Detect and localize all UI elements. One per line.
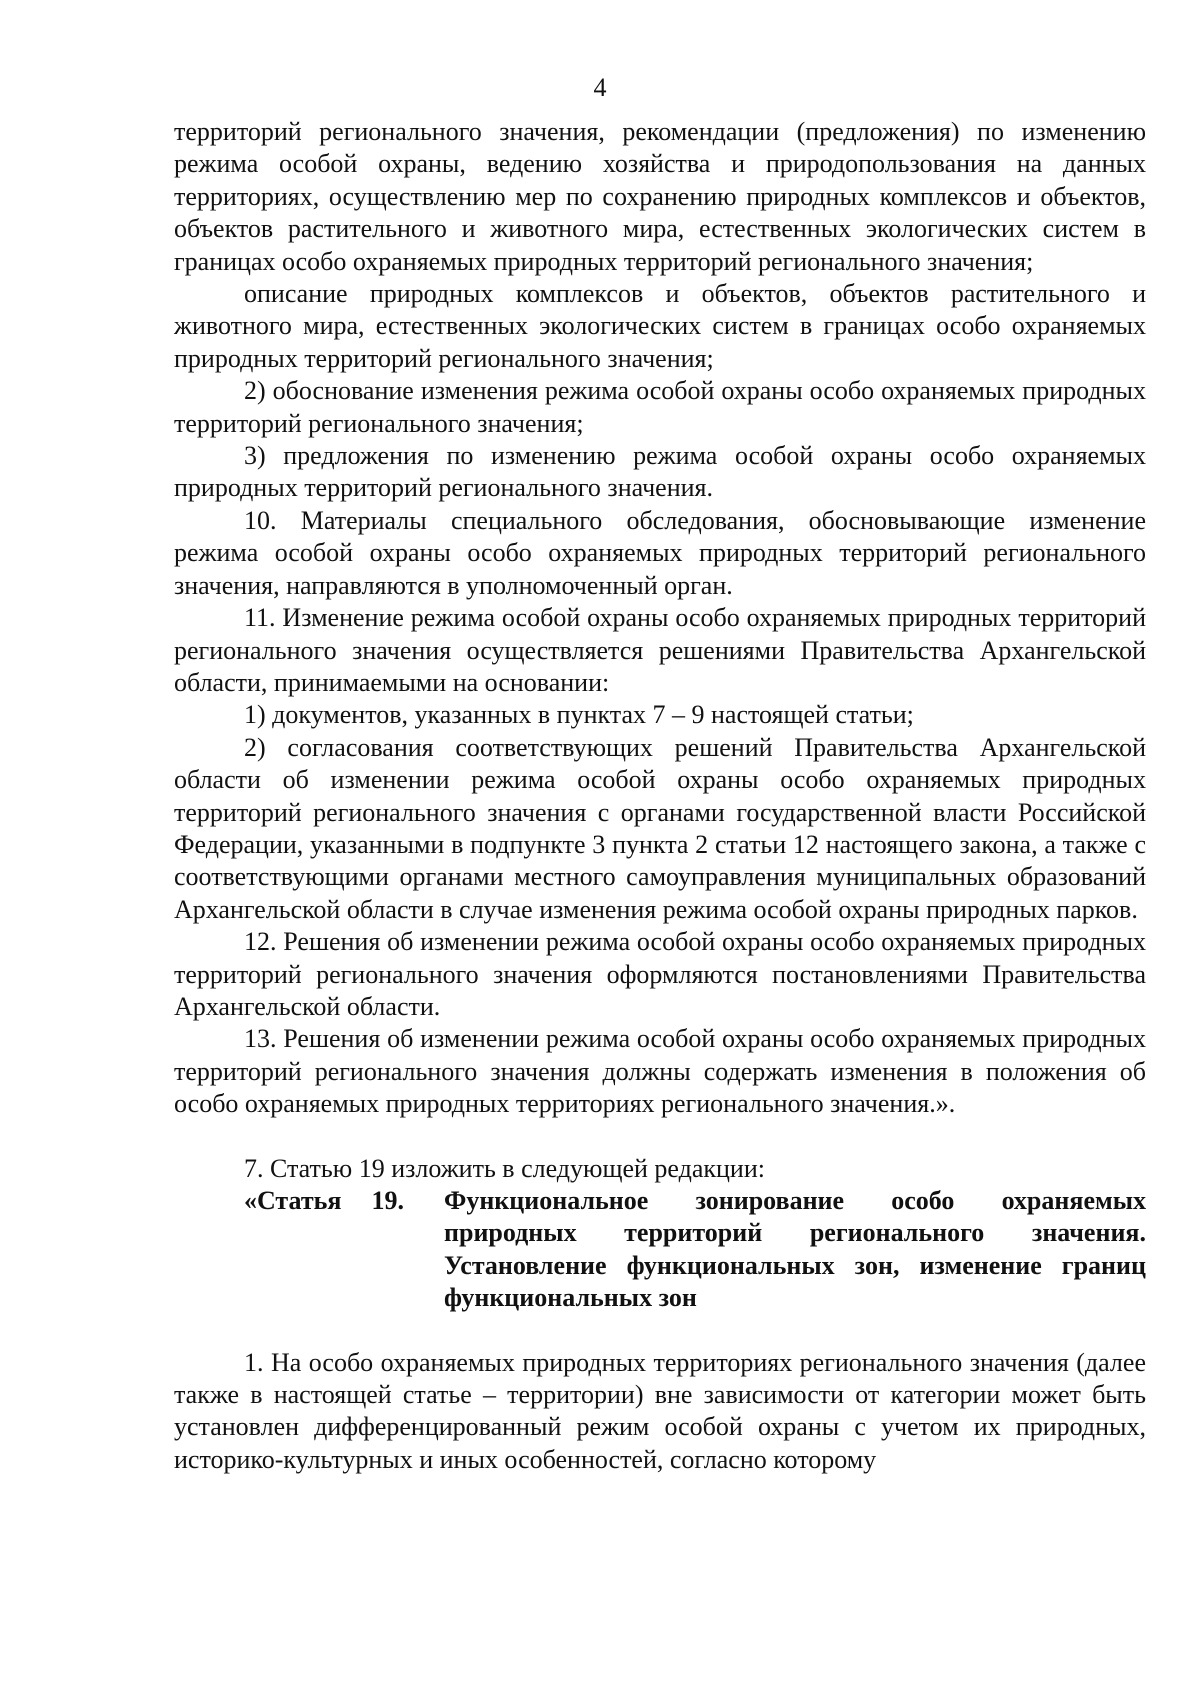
paragraph: 2) обоснование изменения режима особой охраны особо охраняемых природных территорий регионального значения; [174,376,1146,438]
paragraph: описание природных комплексов и объектов, объектов растительного и животного мира, естественных экологических систем в границах особо охраняемых природных территорий регионального значения; [174,279,1146,373]
article-label [244,1185,444,1315]
paragraph: 12. Решения об изменении режима особой охраны особо охраняемых природных территорий регионального значения оформляются постановлениями Правительства Архангельской области. [174,927,1146,1021]
paragraph: 3) предложения по изменению режима особой охраны особо охраняемых природных территорий регионального значения. [174,441,1146,503]
paragraph: 13. Решения об изменении режима особой охраны особо охраняемых природных территорий регионального значения должны содержать изменения в положения об особо охраняемых природных территориях регионального значения.». [174,1024,1146,1119]
paragraph: 1) документов, указанных в пунктах 7 – 9 настоящей статьи; [244,700,914,730]
article-heading [244,1185,1146,1315]
paragraph: 11. Изменение режима особой охраны особо охраняемых природных территорий регионального значения осуществляется решениями Правительства Архангельской области, принимаемыми на основании: [174,603,1146,697]
article-label-number: 19. [371,1186,404,1215]
paragraph: 2) согласования соответствующих решений Правительства Архангельской области об изменении режима особой охраны особо охраняемых природных территорий регионального значения с органами государственной власти Российской Федерации, указанными в подпункте 3 пункта 2 статьи 12 настоящего закона, а также с соответствующими органами местного самоуправления муниципальных образований Архангельской области в случае изменения режима особой охраны природных парков. [174,732,1146,924]
paragraph: 10. Материалы специального обследования, обосновывающие изменение режима особой охраны особо охраняемых природных территорий регионального значения, направляются в уполномоченный орган. [174,505,1146,600]
article-title: Функциональное зонирование особо охраняемых природных территорий регионального значения. Установление функциональных зон, изменение границ функциональных зон [444,1186,1146,1313]
document-body [174,116,1146,1476]
article-label-word: «Статья [244,1186,342,1215]
page-number: 4 [593,73,607,102]
paragraph: территорий регионального значения, рекомендации (предложения) по изменению режима особой охраны, ведению хозяйства и природопользования на данных территориях, осуществлению мер по сохранению природных комплексов и объектов, объектов растительного и животного мира, естественных экологических систем в границах особо охраняемых природных территорий регионального значения; [174,117,1146,276]
paragraph: 1. На особо охраняемых природных территориях регионального значения (далее также в настоящей статье – территории) вне зависимости от категории может быть установлен дифференцированный режим особой охраны с учетом их природных, историко-культурных и иных особенностей, согласно которому [174,1347,1146,1474]
paragraph: 7. Статью 19 изложить в следующей редакции: [244,1153,765,1183]
